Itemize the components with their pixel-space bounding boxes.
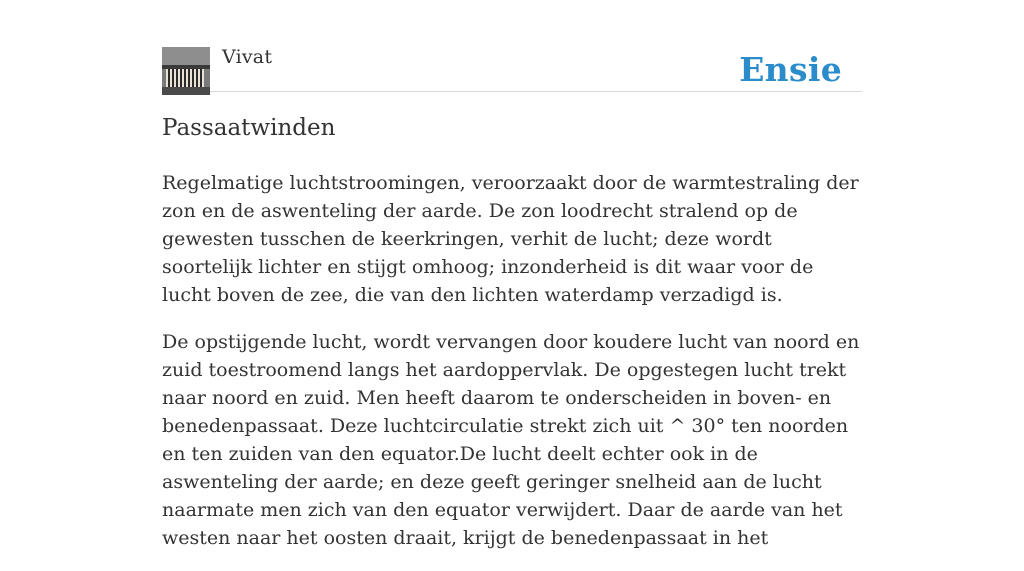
author-name[interactable]: Vivat: [222, 46, 273, 68]
page: [162, 0, 862, 549]
paragraph: De opstijgende lucht, wordt vervangen door koudere lucht van noord en zuid toestroomend langs het aardoppervlak. De opgestegen lucht trekt naar noord en zuid. Men heeft daarom te onderscheiden in boven- en benedenpassaat. Deze luchtcirculatie strekt zich uit ^ 30° ten noorden en ten zuiden van den equator.De lucht deelt echter ook in de aswenteling der aarde; en deze geeft geringer snelheid aan de lucht naarmate men zich van den equator verwijdert. Daar de aarde van het westen naar het oosten draait, krijgt de benedenpassaat in het: [162, 331, 860, 549]
article-body: [162, 169, 862, 571]
avatar[interactable]: [162, 47, 210, 95]
header: [162, 0, 862, 92]
brand-logo[interactable]: Ensie: [739, 50, 842, 89]
paragraph: Regelmatige luchtstroomingen, veroorzaakt door de warmtestraling der zon en de aswenteling der aarde. De zon loodrecht stralend op de gewesten tusschen de keerkringen, verhit de lucht; deze wordt soortelijk lichter en stijgt omhoog; inzonderheid is dit waar voor de lucht boven de zee, die van den lichten waterdamp verzadigd is.: [162, 172, 859, 306]
author-avatar-image: [162, 47, 210, 95]
article-title: Passaatwinden: [162, 115, 336, 141]
